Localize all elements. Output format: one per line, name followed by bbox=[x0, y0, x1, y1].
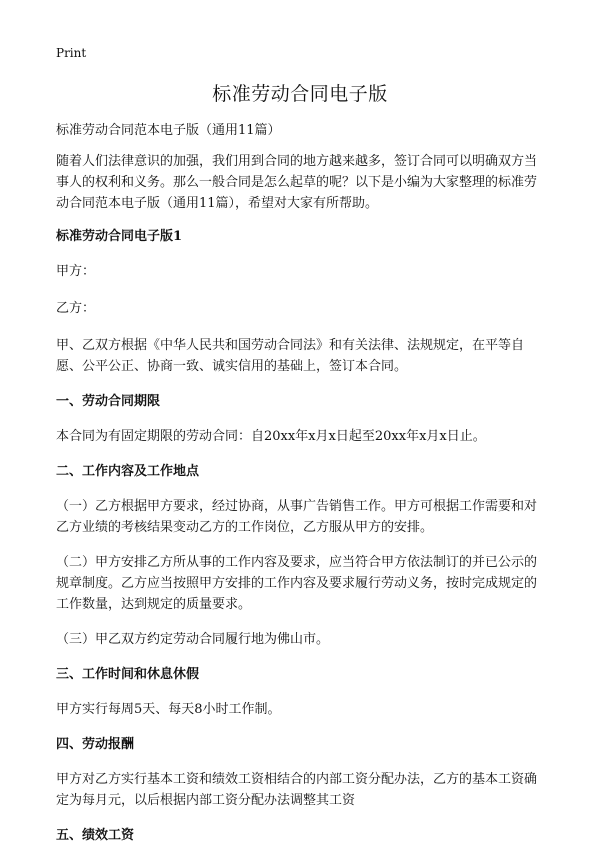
preamble-paragraph: 甲、乙双方根据《中华人民共和国劳动合同法》和有关法律、法规规定，在平等自愿、公平公正、协商一致、诚实信用的基础上，签订本合同。 bbox=[56, 338, 525, 374]
section-paragraph: （二）甲方安排乙方所从事的工作内容及要求，应当符合甲方依法制订的并已公示的规章制度。乙方应当按照甲方安排的工作内容及要求履行劳动义务，按时完成规定的工作数量，达到规定的质量要求。 bbox=[56, 555, 538, 612]
document-body bbox=[56, 120, 548, 860]
document-subtitle: 标准劳动合同范本电子版（通用11篇） bbox=[56, 123, 281, 138]
section-paragraph: 本合同为有固定期限的劳动合同：自20xx年x月x日起至20xx年x月x日止。 bbox=[56, 429, 486, 444]
section-heading: 三、工作时间和休息休假 bbox=[56, 667, 200, 682]
section-paragraph: 甲方对乙方实行基本工资和绩效工资相结合的内部工资分配办法，乙方的基本工资确定为每月元，以后根据内部工资分配办法调整其工资 bbox=[56, 772, 538, 808]
section-paragraph: （三）甲乙双方约定劳动合同履行地为佛山市。 bbox=[56, 632, 330, 647]
section-heading: 四、劳动报酬 bbox=[56, 737, 135, 752]
section-paragraph: （一）乙方根据甲方要求，经过协商，从事广告销售工作。甲方可根据工作需要和对乙方业绩的考核结果变动乙方的工作岗位，乙方服从甲方的安排。 bbox=[56, 499, 538, 535]
section-heading: 一、劳动合同期限 bbox=[56, 394, 161, 409]
party-b-field: 乙方： bbox=[56, 301, 96, 316]
section-heading: 五、绩效工资 bbox=[56, 828, 135, 843]
section-heading: 二、工作内容及工作地点 bbox=[56, 464, 200, 479]
party-a-field: 甲方： bbox=[56, 264, 96, 279]
document-title: 标准劳动合同电子版 bbox=[212, 83, 388, 105]
print-label: Print bbox=[56, 46, 87, 60]
section-paragraph: 甲方实行每周5天、每天8小时工作制。 bbox=[56, 702, 281, 717]
intro-paragraph: 随着人们法律意识的加强，我们用到合同的地方越来越多，签订合同可以明确双方当事人的权利和义务。那么一般合同是怎么起草的呢？以下是小编为大家整理的标准劳动合同范本电子版（通用11篇），希望对大家有所帮助。 bbox=[56, 154, 538, 211]
contract-heading: 标准劳动合同电子版1 bbox=[56, 229, 183, 244]
